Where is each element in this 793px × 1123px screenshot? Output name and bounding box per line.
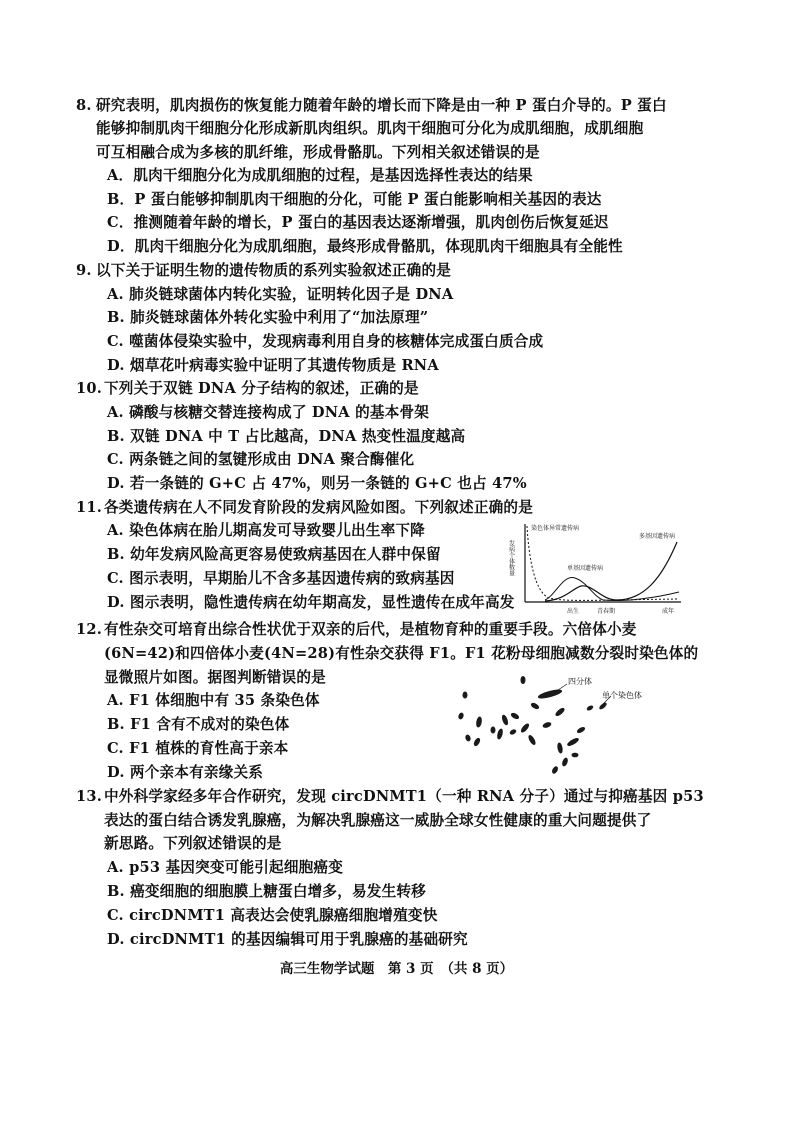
x-tick-puberty: 青春期: [597, 608, 616, 615]
curve-multi-gene: [545, 542, 677, 601]
chromosome-micrograph: [455, 670, 685, 780]
option-a: A. p53 基因突变可能引起细胞癌变: [107, 859, 344, 876]
option-a: A．肌肉干细胞分化为成肌细胞的过程，是基因选择性表达的结果: [107, 167, 533, 184]
option-d: D. 烟草花叶病毒实验中证明了其遗传物质是 RNA: [107, 357, 439, 374]
question-number: 12.: [76, 621, 102, 638]
question-number: 10.: [76, 380, 102, 397]
option-d: D. 两个亲本有亲缘关系: [107, 764, 264, 781]
option-a: A. 染色体病在胎儿期高发可导致婴儿出生率下降: [107, 522, 425, 539]
option-b: B. 双链 DNA 中 T 占比越高，DNA 热变性温度越高: [107, 428, 466, 445]
question-number: 9.: [76, 262, 92, 279]
question-stem: 表达的蛋白结合诱发乳腺癌，为解决乳腺癌这一威胁全球女性健康的重大问题提供了: [104, 812, 652, 829]
option-d: D. circDNMT1 的基因编辑可用于乳腺癌的基础研究: [107, 931, 468, 948]
option-d: D. 图示表明，隐性遗传病在幼年期高发，显性遗传在成年高发: [107, 594, 515, 611]
option-c: C. 两条链之间的氢键形成由 DNA 聚合酶催化: [107, 451, 415, 468]
question-stem: 能够抑制肌肉干细胞分化形成新肌肉组织。肌肉干细胞可分化为成肌细胞，成肌细胞: [96, 120, 644, 137]
question-stem: 下列关于双链 DNA 分子结构的叙述，正确的是: [104, 380, 419, 397]
option-c: C．推测随着年龄的增长，P 蛋白的基因表达逐渐增强，肌肉创伤后恢复延迟: [107, 214, 609, 231]
option-b: B. 癌变细胞的细胞膜上糖蛋白增多，易发生转移: [107, 883, 426, 900]
disease-risk-figure: [505, 520, 685, 620]
label-single-chromosome: 单个染色体: [602, 691, 642, 700]
curve-multi-gene-label: 多基因遗传病: [639, 533, 676, 540]
question-stem: 各类遗传病在人不同发育阶段的发病风险如图。下列叙述正确的是: [104, 499, 534, 516]
option-d: D. 若一条链的 G+C 占 47%，则另一条链的 G+C 也占 47%: [107, 475, 527, 492]
question-number: 13.: [76, 788, 102, 805]
option-a: A. 肺炎链球菌体内转化实验，证明转化因子是 DNA: [107, 286, 454, 303]
question-stem: 新思路。下列叙述错误的是: [104, 835, 282, 852]
question-stem: 可互相融合成为多核的肌纤维，形成骨骼肌。下列相关叙述错误的是: [96, 144, 540, 161]
curve-single-gene: [545, 578, 679, 601]
question-stem: 以下关于证明生物的遗传物质的系列实验叙述正确的是: [96, 262, 452, 279]
option-c: C. 噬菌体侵染实验中，发现病毒利用自身的核糖体完成蛋白质合成: [107, 333, 544, 350]
option-c: C. 图示表明，早期胎儿不含多基因遗传病的致病基因: [107, 570, 455, 587]
option-b: B. 幼年发病风险高更容易使致病基因在人群中保留: [107, 546, 441, 563]
y-axis-label: 发病个体数量: [507, 540, 515, 576]
option-b: B. 肺炎链球菌体外转化实验中利用了“加法原理”: [107, 309, 429, 326]
option-b: B．P 蛋白能够抑制肌肉干细胞的分化，可能 P 蛋白能影响相关基因的表达: [107, 191, 602, 208]
label-tetrad: 四分体: [568, 677, 592, 686]
page-footer: 高三生物学试题 第 3 页 （共 8 页）: [279, 961, 514, 977]
question-stem: 中外科学家经多年合作研究，发现 circDNMT1（一种 RNA 分子）通过与抑癌基因 p53: [104, 788, 704, 805]
x-tick-birth: 出生: [567, 608, 580, 615]
option-a: A. F1 体细胞中有 35 条染色体: [107, 692, 320, 709]
question-stem: 有性杂交可培育出综合性状优于双亲的后代，是植物育种的重要手段。六倍体小麦: [104, 621, 637, 638]
option-a: A. 磷酸与核糖交替连接构成了 DNA 的基本骨架: [107, 404, 430, 421]
x-tick-adult: 成年: [662, 608, 675, 615]
question-stem: (6N=42)和四倍体小麦(4N=28)有性杂交获得 F1。F1 花粉母细胞减数分裂时染色体的: [104, 645, 699, 662]
question-stem: 研究表明，肌肉损伤的恢复能力随着年龄的增长而下降是由一种 P 蛋白介导的。P 蛋白: [96, 97, 667, 114]
question-number: 11.: [76, 499, 102, 516]
curve-single-gene-label: 单基因遗传病: [567, 565, 604, 572]
option-d: D．肌肉干细胞分化为成肌细胞，最终形成骨骼肌，体现肌肉干细胞具有全能性: [107, 238, 623, 255]
option-b: B. F1 含有不成对的染色体: [107, 716, 290, 733]
question-stem: 显微照片如图。据图判断错误的是: [104, 669, 326, 686]
curve-chromosome-label: 染色体异常遗传病: [531, 525, 580, 532]
question-number: 8.: [76, 97, 92, 114]
option-c: C. circDNMT1 高表达会使乳腺癌细胞增殖变快: [107, 907, 438, 924]
option-c: C. F1 植株的育性高于亲本: [107, 740, 289, 757]
